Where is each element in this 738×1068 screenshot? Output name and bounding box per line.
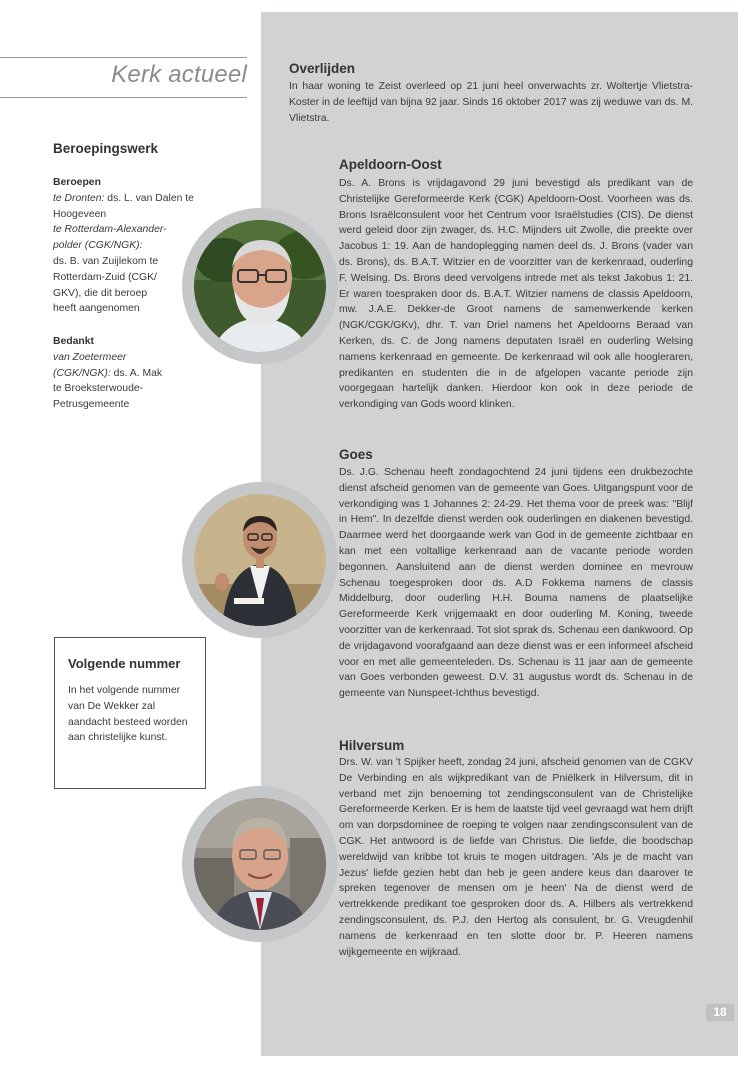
overlijden-heading: Overlijden bbox=[289, 61, 356, 76]
beroepen-line bbox=[53, 191, 194, 207]
apeldoorn-heading: Apeldoorn-Oost bbox=[339, 157, 442, 172]
portrait-ring-hilversum bbox=[182, 786, 338, 942]
next-issue-text: In het volgende nummer van De Wekker zal aandacht besteed worden aan christelijke kunst. bbox=[68, 685, 188, 744]
header-rule-top bbox=[0, 57, 247, 58]
portrait-photo-schenau bbox=[194, 494, 326, 626]
next-issue-title: Volgende nummer bbox=[68, 656, 181, 671]
bedankt-line: Petrusgemeente bbox=[53, 399, 130, 411]
beroepen-line: Rotterdam-Zuid (CGK/ bbox=[53, 271, 157, 283]
header-rule-bottom bbox=[0, 97, 247, 98]
beroepen-label: Beroepen bbox=[53, 177, 101, 188]
beroepingswerk-heading: Beroepingswerk bbox=[53, 141, 159, 156]
beroepen-block bbox=[53, 175, 194, 317]
bedankt-line: te Broeksterwoude- bbox=[53, 383, 144, 395]
portrait-photo-brons bbox=[194, 220, 326, 352]
beroepen-line: heeft aangenomen bbox=[53, 303, 140, 315]
next-issue-box bbox=[54, 637, 206, 789]
bedankt-line bbox=[53, 366, 162, 382]
beroepen-line: GKV), die dit beroep bbox=[53, 287, 148, 299]
portrait-ring-apeldoorn bbox=[182, 208, 338, 364]
hilversum-text: Drs. W. van 't Spijker heeft, zondag 24 juni, afscheid genomen van de CGKV De Verbinding en als wijkpredikant van de Pniëlkerk in Hilversum, dit in verband met zijn benoeming tot zendingsconsulent van de Christelijke Gereformeerde Kerken. Er is hem de laatste tijd veel gevraagd wat hem drijft om van dorpsdominee de roeping te volgen naar zendingsconsulent van de CGK. Het antwoord is de liefde van Christus. Die liefde, die boodschap wereldwijd van kribbe tot kruis te mogen uitdragen. 'Als je de macht van Jezus' liefde gezien hebt dan heb je geen andere keus dan daarover te spreken tegenover de mensen om je heen' Na de dienst werd de vertrekkende predikant toe gesproken door ds. A. Hilbers als vertrekkend zendingsconsulent, ds. P.J. den Hertog als consulent, br. G. Vreugdenhil namens de kerkenraad en ten slotte door br. P. Heeren namens wijkgemeente en wijkraad. bbox=[339, 757, 693, 958]
bedankt-label: Bedankt bbox=[53, 336, 94, 347]
beroepen-line: polder (CGK/NGK): bbox=[53, 240, 143, 252]
portrait-photo-spijker bbox=[194, 798, 326, 930]
beroepen-line: ds. B. van Zuijlekom te bbox=[53, 255, 159, 267]
overlijden-text: In haar woning te Zeist overleed op 21 juni heel onverwachts zr. Woltertje Vlietstra-Koster in de leeftijd van bijna 92 jaar. Sinds 16 oktober 2017 was zij weduwe van ds. M. Vlietstra. bbox=[289, 81, 693, 124]
portrait-ring-goes bbox=[182, 482, 338, 638]
page-number-badge: 18 bbox=[706, 1004, 734, 1021]
hilversum-heading: Hilversum bbox=[339, 738, 405, 753]
beroepen-place: te Dronten: bbox=[53, 192, 105, 204]
goes-heading: Goes bbox=[339, 447, 373, 462]
beroepen-line: Hoogeveen bbox=[53, 208, 107, 220]
bedankt-person: ds. A. Mak bbox=[110, 367, 163, 379]
beroepen-line: te Rotterdam-Alexander- bbox=[53, 224, 167, 236]
bedankt-block bbox=[53, 334, 162, 413]
page-section-title: Kerk actueel bbox=[111, 61, 247, 88]
bedankt-line: van Zoetermeer bbox=[53, 351, 127, 363]
bedankt-place: (CGK/NGK): bbox=[53, 367, 111, 379]
beroepen-person: ds. L. van Dalen te bbox=[104, 192, 194, 204]
goes-text: Ds. J.G. Schenau heeft zondagochtend 24 juni tijdens een drukbezochte dienst afscheid genomen van de gemeente van Goes. Uitgangspunt voor de verkondiging was 1 Johannes 2: 24-29. Het thema voor de preek was: "Blijf in Hem". In dezelfde dienst werden ook ouderlingen en diakenen bevestigd. Daarmee werd het doorgaande werk van God in de gemeente zichtbaar en kan met een voltallige kerkenraad aan de vacante periode worden begonnen. Aansluitend aan de dienst werden dominee en mevrouw Schenau toegesproken door ds. A.D Fokkema namens de classis Middelburg, door ouderling H.H. Bouma namens de plaatselijke Gereformeerde Kerk vrijgemaakt en door ouderling M. Koning, tweede voorzitter van de kerkenraad. Tot slot sprak ds. Schenau een dankwoord. Op de vrijdagavond voorafgaand aan deze dienst was er een informeel afscheid voor en met alle gemeenteleden. Ds. Schenau is 11 jaar aan de gemeente van Goes verbonden geweest. D.V. 31 augustus wordt ds. Schenau in de gemeente van Nunspeet-Ichthus bevestigd. bbox=[339, 467, 693, 700]
apeldoorn-text: Ds. A. Brons is vrijdagavond 29 juni bevestigd als predikant van de Christelijke Gereformeerde Kerk (CGK) Apeldoorn-Oost. Voorheen was ds. Brons Israëlconsulent voor het Centrum voor Israëlstudies (CIS). De dienst werd geleid door zijn zwager, ds. H.C. Mijnders uit Zwolle, die preekte over Jacobus 1: 19. Aan de handoplegging namen deel ds. J. Brons (vader van ds. Brons), ds. B.A.T. Witzier en de voorzitter van de kerkenraad, ouderling F. Welsing. Ds. Brons deed vervolgens intrede met als tekst Jakobus 1: 21. Er waren toespraken door ds. B.A.T. Witzier namens de classis Apeldoorn, mw. J.A.E. Dekker-de Groot namens de samenwerkende kerken (NGK/CGK/GKv), dhr. T. van Driel namens het Apeldoorns Beraad van Kerken, ds. C. de Jong namens deputaten Israël en ouderling Welsing namens kerkenraad en gemeente. De kerkenraad wil ook alle hoogleraren, predikanten en studenten die in de afgelopen vacante periode zijn voorgegaan hartelijk danken. Hierdoor kon ook in deze periode de verkondiging van Gods woord klinken. bbox=[339, 178, 693, 411]
